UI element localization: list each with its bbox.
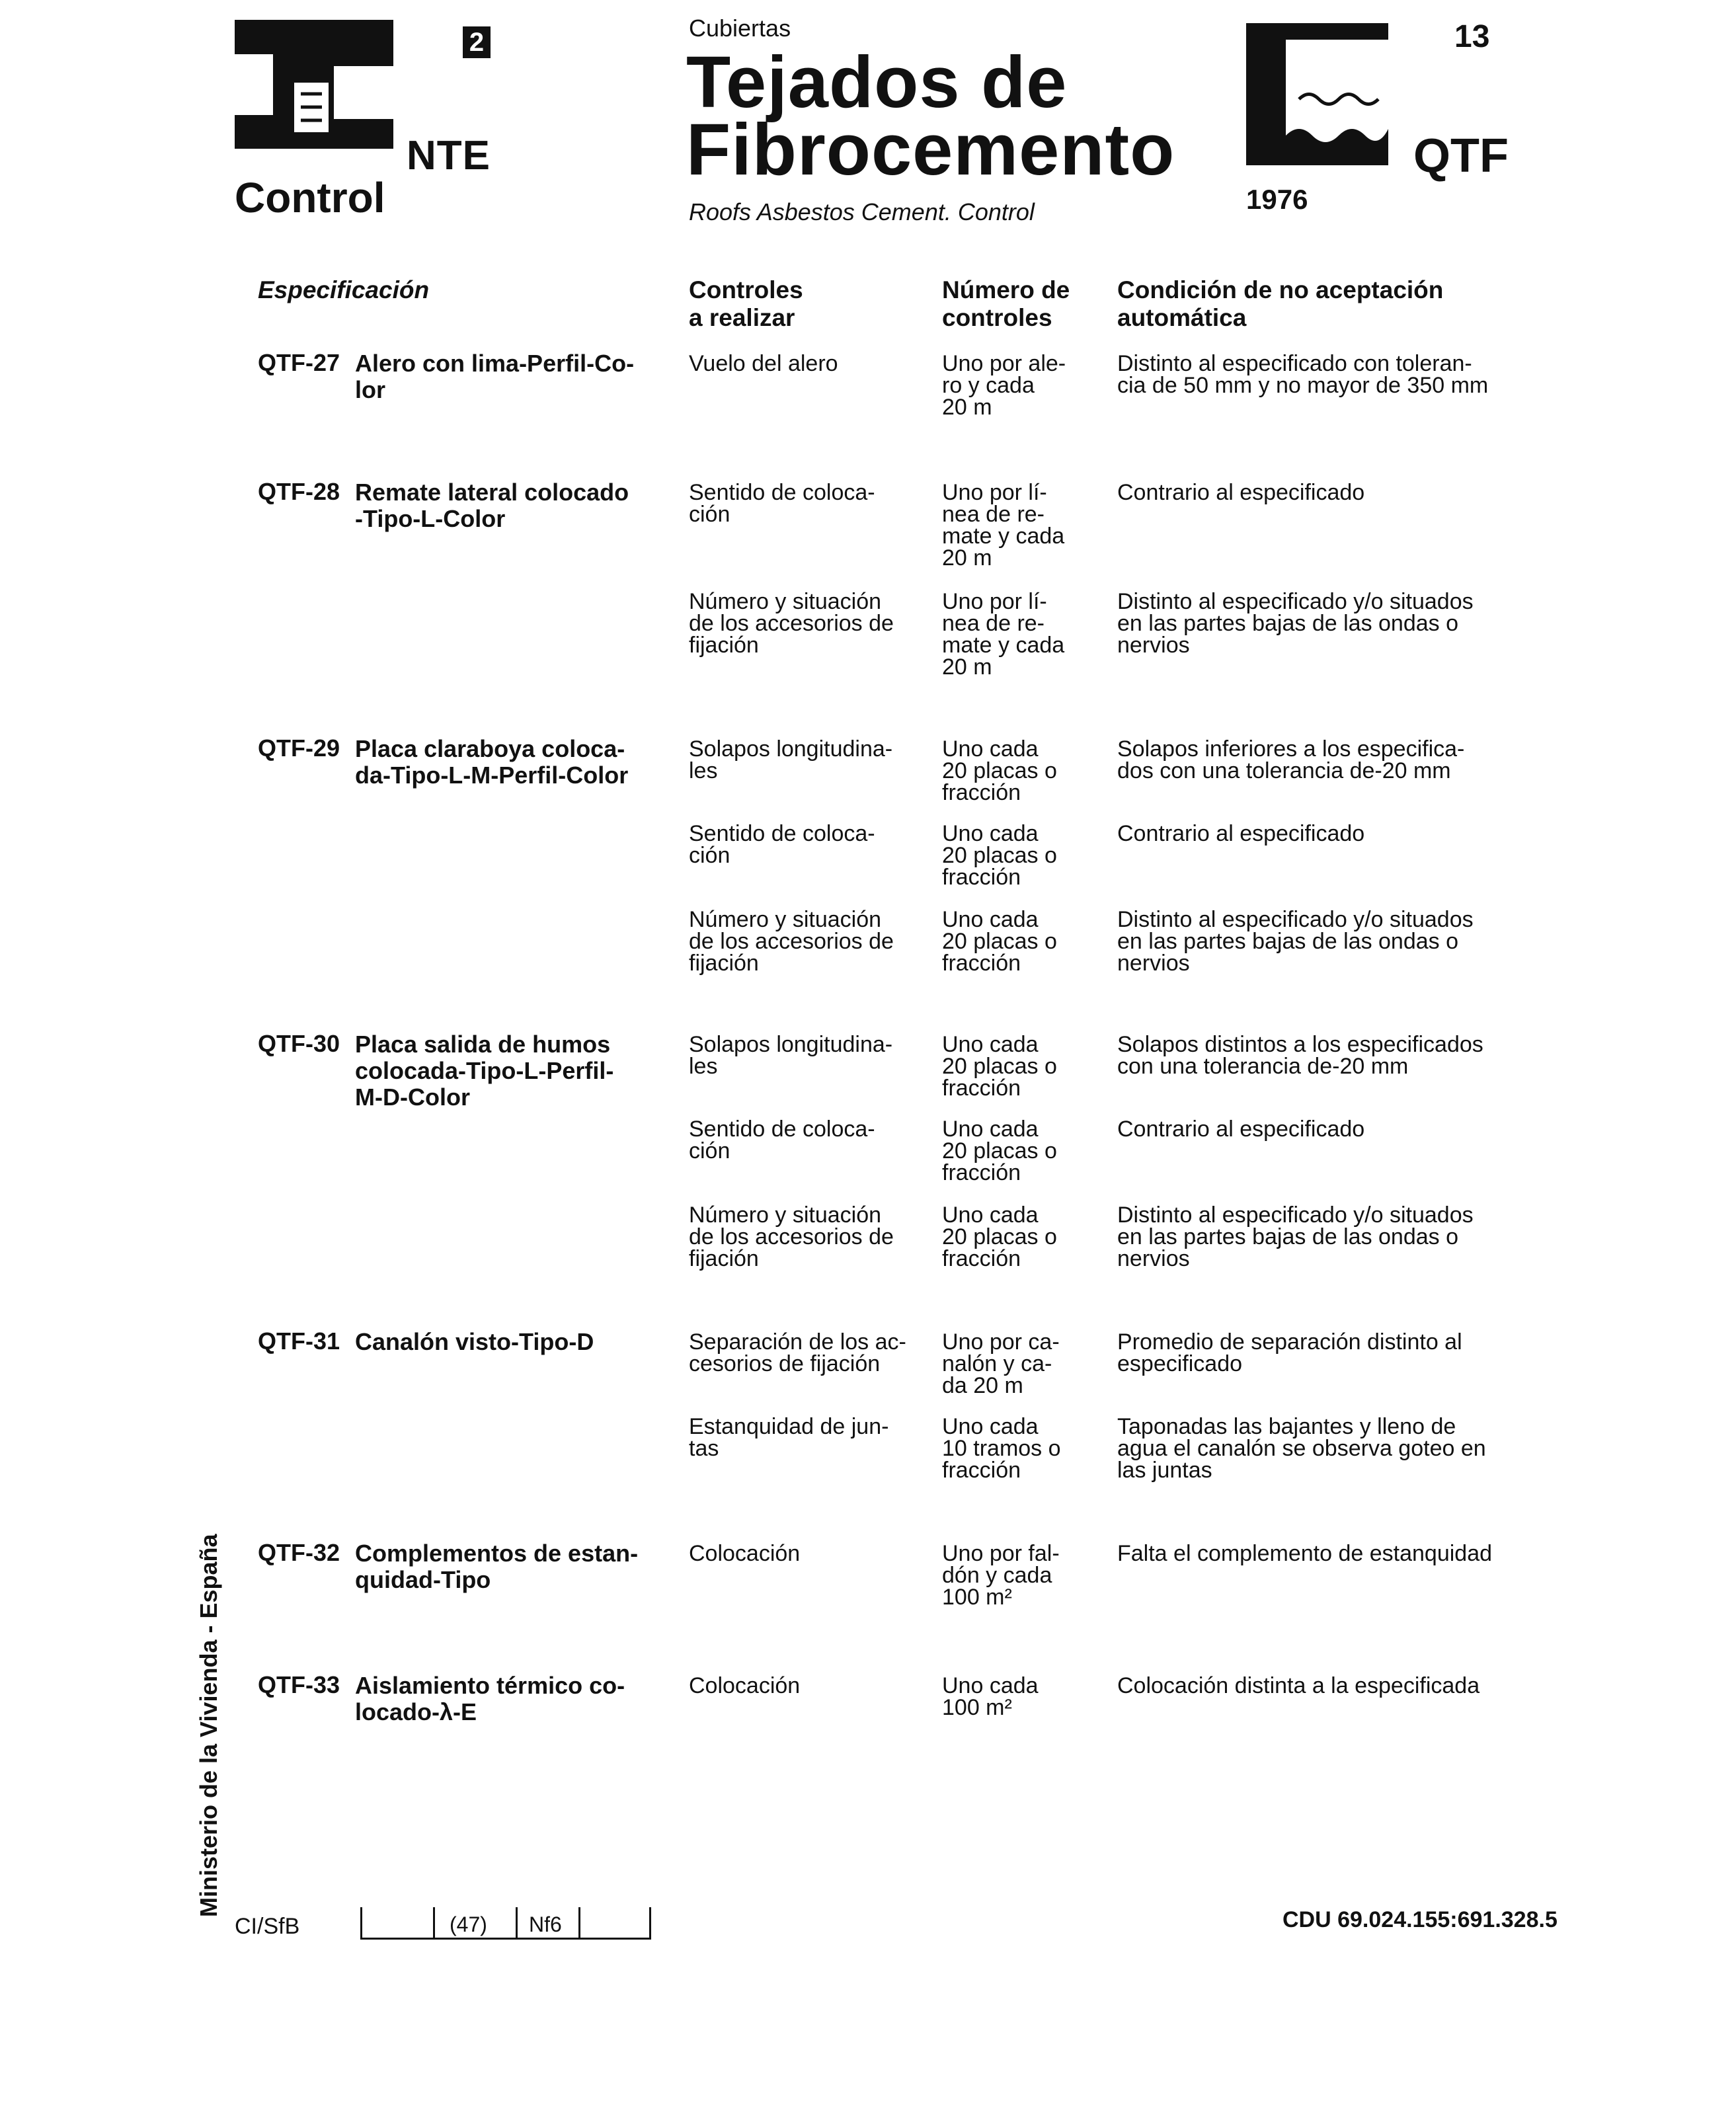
cisfb-classification-box xyxy=(360,1907,651,1940)
control-cell xyxy=(689,1416,927,1460)
spec-name-line: Placa salida de humos xyxy=(355,1031,611,1058)
control-cell-line: de los accesorios de xyxy=(689,929,894,954)
number-cell-line: Uno por lí- xyxy=(942,480,1047,505)
condition-cell-line: Distinto al especificado y/o situados xyxy=(1117,1202,1474,1228)
spec-name xyxy=(355,1031,646,1111)
number-cell-line: nea de re- xyxy=(942,611,1045,636)
control-cell-line: Sentido de coloca- xyxy=(689,480,875,505)
column-header-spec: Especificación xyxy=(258,276,430,303)
control-cell-line: Número y situación xyxy=(689,589,882,614)
control-cell-line: cesorios de fijación xyxy=(689,1351,881,1376)
control-cell-line: tas xyxy=(689,1436,719,1461)
number-cell xyxy=(942,1034,1104,1099)
number-cell-line: 100 m² xyxy=(942,1585,1012,1610)
spec-code: QTF-33 xyxy=(258,1671,340,1698)
document-code: QTF xyxy=(1413,130,1509,182)
number-cell-line: Uno cada xyxy=(942,736,1039,762)
spec-name-line: quidad-Tipo xyxy=(355,1566,491,1593)
spec-name-line: M-D-Color xyxy=(355,1084,470,1111)
condition-cell xyxy=(1117,591,1527,656)
control-cell xyxy=(689,482,927,526)
control-cell-line: de los accesorios de xyxy=(689,611,894,636)
condition-cell xyxy=(1117,1543,1527,1565)
condition-cell-line: Distinto al especificado y/o situados xyxy=(1117,589,1474,614)
spec-name-line: Aislamiento térmico co- xyxy=(355,1672,625,1699)
control-cell-line: ción xyxy=(689,502,730,527)
condition-cell xyxy=(1117,823,1527,845)
number-cell xyxy=(942,1119,1104,1184)
control-cell-line: de los accesorios de xyxy=(689,1224,894,1249)
cisfb-box-divider xyxy=(360,1907,362,1938)
side-publisher-text: Ministerio de la Vivienda - España xyxy=(195,1534,222,1917)
condition-cell-line: Falta el complemento de estanquidad xyxy=(1117,1541,1493,1566)
cisfb-box-divider xyxy=(433,1907,435,1938)
condition-cell xyxy=(1117,482,1527,504)
control-cell xyxy=(689,1331,927,1375)
control-cell-line: fijación xyxy=(689,951,759,976)
number-cell-line: 20 placas o xyxy=(942,758,1057,783)
control-cell xyxy=(689,1119,927,1162)
column-header-controls xyxy=(689,276,803,332)
number-cell xyxy=(942,1331,1104,1397)
spec-code: QTF-28 xyxy=(258,478,340,505)
condition-cell xyxy=(1117,738,1527,782)
column-header-condition xyxy=(1117,276,1443,332)
category-label: Cubiertas xyxy=(689,15,791,42)
number-cell-line: mate y cada xyxy=(942,524,1065,549)
number-cell xyxy=(942,823,1104,888)
condition-cell-line: nervios xyxy=(1117,1246,1190,1271)
control-cell-line: Número y situación xyxy=(689,907,882,932)
cdu-code: CDU 69.024.155:691.328.5 xyxy=(1282,1907,1558,1932)
control-cell-line: Solapos longitudina- xyxy=(689,736,893,762)
control-cell-line: Separación de los ac- xyxy=(689,1329,906,1355)
number-cell-line: ro y cada xyxy=(942,373,1035,398)
spec-name xyxy=(355,736,646,789)
number-cell-line: fracción xyxy=(942,1458,1021,1483)
condition-cell-line: en las partes bajas de las ondas o xyxy=(1117,611,1459,636)
number-cell xyxy=(942,738,1104,804)
number-cell-line: 100 m² xyxy=(942,1695,1012,1720)
spec-name-line: colocada-Tipo-L-Perfil- xyxy=(355,1057,614,1084)
control-cell-line: les xyxy=(689,758,718,783)
spec-name-line: Alero con lima-Perfil-Co- xyxy=(355,350,635,377)
control-cell-line: Estanquidad de jun- xyxy=(689,1414,889,1439)
spec-name-line: lor xyxy=(355,376,386,403)
number-cell-line: fracción xyxy=(942,1160,1021,1185)
condition-cell-line: con una tolerancia de-20 mm xyxy=(1117,1054,1409,1079)
spec-name-line: Complementos de estan- xyxy=(355,1540,639,1567)
condition-cell-line: en las partes bajas de las ondas o xyxy=(1117,1224,1459,1249)
number-cell-line: Uno cada xyxy=(942,1202,1039,1228)
number-cell-line: Uno por ale- xyxy=(942,351,1066,376)
number-cell xyxy=(942,1543,1104,1608)
number-cell-line: Uno cada xyxy=(942,1673,1039,1698)
number-cell-line: Uno por lí- xyxy=(942,589,1047,614)
page-title-line2: Fibrocemento xyxy=(686,109,1175,190)
spec-name-line: Placa claraboya coloca- xyxy=(355,735,625,762)
number-cell-line: mate y cada xyxy=(942,633,1065,658)
spec-name-line: -Tipo-L-Color xyxy=(355,505,506,532)
cisfb-code-nf6: Nf6 xyxy=(529,1912,562,1936)
nte-logo-icon xyxy=(235,20,393,149)
control-cell-line: Sentido de coloca- xyxy=(689,1117,875,1142)
section-label: Control xyxy=(235,174,385,221)
number-cell xyxy=(942,591,1104,678)
sheet-number: 13 xyxy=(1454,19,1490,54)
number-cell xyxy=(942,353,1104,418)
condition-cell-line: Promedio de separación distinto al xyxy=(1117,1329,1462,1355)
number-cell-line: 20 placas o xyxy=(942,1138,1057,1163)
collection-label: NTE xyxy=(407,133,491,178)
condition-cell xyxy=(1117,1331,1527,1375)
control-cell xyxy=(689,1034,927,1078)
number-cell-line: nalón y ca- xyxy=(942,1351,1052,1376)
spec-name xyxy=(355,1329,646,1355)
control-cell-line: les xyxy=(689,1054,718,1079)
number-cell-line: 20 m xyxy=(942,654,992,680)
column-header-controls-line2: a realizar xyxy=(689,304,795,331)
number-cell-line: fracción xyxy=(942,865,1021,890)
control-cell-line: ción xyxy=(689,843,730,868)
page-subtitle: Roofs Asbestos Cement. Control xyxy=(689,198,1035,225)
condition-cell-line: Taponadas las bajantes y lleno de xyxy=(1117,1414,1456,1439)
control-cell xyxy=(689,591,927,656)
control-cell-line: Vuelo del alero xyxy=(689,351,838,376)
condition-cell xyxy=(1117,909,1527,974)
control-cell-line: fijación xyxy=(689,633,759,658)
condition-cell-line: Contrario al especificado xyxy=(1117,821,1365,846)
control-cell xyxy=(689,738,927,782)
number-cell-line: Uno cada xyxy=(942,821,1039,846)
control-cell xyxy=(689,1204,927,1270)
condition-cell xyxy=(1117,1416,1527,1481)
condition-cell-line: Solapos inferiores a los especifica- xyxy=(1117,736,1465,762)
number-cell-line: dón y cada xyxy=(942,1563,1052,1588)
condition-cell-line: Contrario al especificado xyxy=(1117,480,1365,505)
cisfb-code-47: (47) xyxy=(450,1912,487,1936)
number-cell-line: Uno cada xyxy=(942,1414,1039,1439)
control-cell xyxy=(689,823,927,867)
condition-cell xyxy=(1117,353,1527,397)
number-cell xyxy=(942,1416,1104,1481)
cisfb-label: CI/SfB xyxy=(235,1914,300,1939)
spec-name xyxy=(355,1540,646,1593)
spec-code: QTF-30 xyxy=(258,1030,340,1057)
number-cell-line: 20 placas o xyxy=(942,1054,1057,1079)
condition-cell-line: Distinto al especificado con toleran- xyxy=(1117,351,1472,376)
spec-name xyxy=(355,1673,646,1725)
number-cell-line: fracción xyxy=(942,951,1021,976)
badge-number: 2 xyxy=(463,26,491,58)
condition-cell xyxy=(1117,1204,1527,1270)
condition-cell xyxy=(1117,1034,1527,1078)
condition-cell-line: las juntas xyxy=(1117,1458,1212,1483)
condition-cell-line: Distinto al especificado y/o situados xyxy=(1117,907,1474,932)
cisfb-box-divider xyxy=(578,1907,580,1938)
condition-cell xyxy=(1117,1119,1527,1140)
control-cell xyxy=(689,909,927,974)
number-cell xyxy=(942,909,1104,974)
column-header-condition-line2: automática xyxy=(1117,304,1247,331)
roof-wave-logo-icon xyxy=(1246,23,1388,165)
number-cell xyxy=(942,1675,1104,1719)
spec-name xyxy=(355,479,646,532)
condition-cell-line: en las partes bajas de las ondas o xyxy=(1117,929,1459,954)
spec-name-line: Canalón visto-Tipo-D xyxy=(355,1328,594,1355)
number-cell-line: 20 placas o xyxy=(942,1224,1057,1249)
control-cell-line: Solapos longitudina- xyxy=(689,1032,893,1057)
number-cell-line: 20 placas o xyxy=(942,929,1057,954)
condition-cell xyxy=(1117,1675,1527,1697)
document-year: 1976 xyxy=(1246,184,1308,215)
number-cell-line: nea de re- xyxy=(942,502,1045,527)
control-cell-line: fijación xyxy=(689,1246,759,1271)
condition-cell-line: Contrario al especificado xyxy=(1117,1117,1365,1142)
number-cell xyxy=(942,482,1104,569)
number-cell-line: 20 m xyxy=(942,545,992,571)
number-cell-line: Uno cada xyxy=(942,1032,1039,1057)
spec-name-line: da-Tipo-L-M-Perfil-Color xyxy=(355,762,629,789)
page-title-line1: Tejados de xyxy=(686,42,1068,123)
column-header-number-line1: Número de xyxy=(942,276,1070,303)
column-header-condition-line1: Condición de no aceptación xyxy=(1117,276,1444,303)
spec-code: QTF-31 xyxy=(258,1327,340,1355)
number-cell xyxy=(942,1204,1104,1270)
condition-cell-line: Solapos distintos a los especificados xyxy=(1117,1032,1483,1057)
column-header-number-line2: controles xyxy=(942,304,1052,331)
spec-name-line: Remate lateral colocado xyxy=(355,479,629,506)
number-cell-line: Uno cada xyxy=(942,907,1039,932)
control-cell xyxy=(689,1543,927,1565)
number-cell-line: Uno por fal- xyxy=(942,1541,1060,1566)
condition-cell-line: cia de 50 mm y no mayor de 350 mm xyxy=(1117,373,1489,398)
number-cell-line: 20 placas o xyxy=(942,843,1057,868)
spec-name xyxy=(355,350,646,403)
condition-cell-line: agua el canalón se observa goteo en xyxy=(1117,1436,1486,1461)
number-cell-line: fracción xyxy=(942,1076,1021,1101)
condition-cell-line: especificado xyxy=(1117,1351,1243,1376)
control-cell-line: Colocación xyxy=(689,1541,801,1566)
condition-cell-line: nervios xyxy=(1117,951,1190,976)
control-cell xyxy=(689,353,927,375)
control-cell-line: Colocación xyxy=(689,1673,801,1698)
cisfb-box-divider xyxy=(516,1907,518,1938)
control-cell-line: ción xyxy=(689,1138,730,1163)
number-cell-line: fracción xyxy=(942,780,1021,805)
condition-cell-line: Colocación distinta a la especificada xyxy=(1117,1673,1480,1698)
spec-code: QTF-29 xyxy=(258,734,340,762)
condition-cell-line: nervios xyxy=(1117,633,1190,658)
number-cell-line: Uno por ca- xyxy=(942,1329,1060,1355)
control-cell-line: Sentido de coloca- xyxy=(689,821,875,846)
number-cell-line: fracción xyxy=(942,1246,1021,1271)
cisfb-box-divider xyxy=(649,1907,651,1938)
number-cell-line: Uno cada xyxy=(942,1117,1039,1142)
number-cell-line: 10 tramos o xyxy=(942,1436,1061,1461)
condition-cell-line: dos con una tolerancia de-20 mm xyxy=(1117,758,1451,783)
column-header-number xyxy=(942,276,1070,332)
spec-code: QTF-27 xyxy=(258,349,340,376)
control-cell-line: Número y situación xyxy=(689,1202,882,1228)
number-cell-line: da 20 m xyxy=(942,1373,1023,1398)
control-cell xyxy=(689,1675,927,1697)
spec-name-line: locado-λ-E xyxy=(355,1698,477,1725)
spec-code: QTF-32 xyxy=(258,1539,340,1566)
number-cell-line: 20 m xyxy=(942,395,992,420)
column-header-controls-line1: Controles xyxy=(689,276,803,303)
